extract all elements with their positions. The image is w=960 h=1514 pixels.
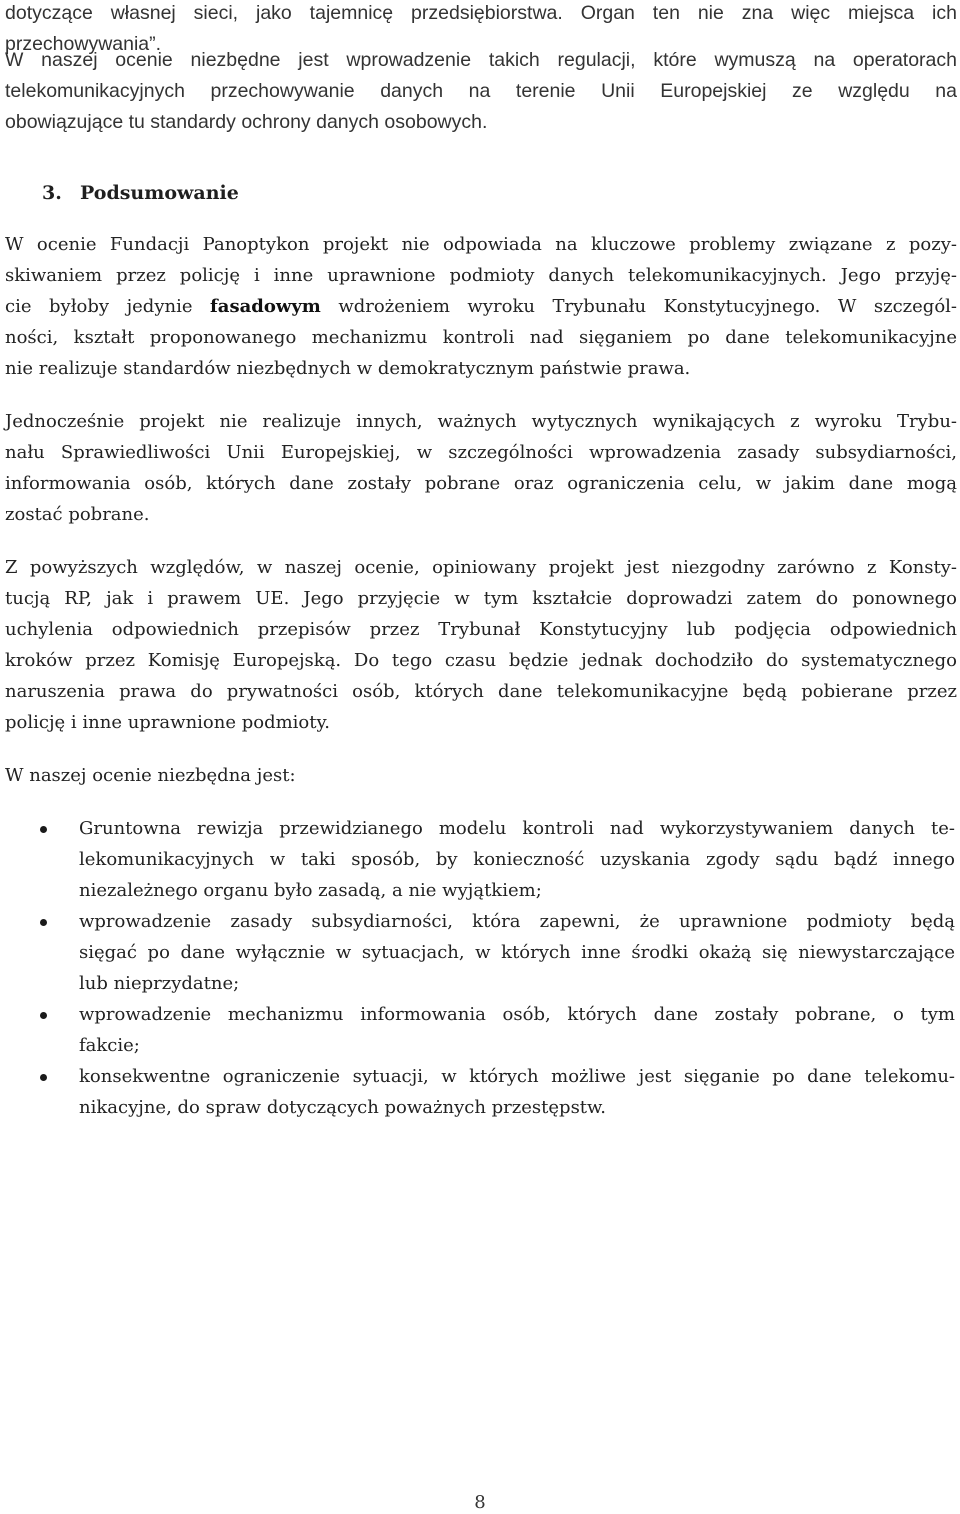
text-line: kroków przez Komisję Europejską. Do tego czasu będzie jednak dochodziło do systematycznego [5,650,957,671]
text-line: konsekwentne ograniczenie sytuacji, w których możliwe jest sięganie po dane telekomu- [79,1066,955,1087]
text-line: fakcie; [79,1035,140,1056]
text-line: informowania osób, których dane zostały pobrane oraz ograniczenia celu, w jakim dane mogą [5,473,957,494]
text-line: niezależnego organu było zasadą, a nie wyjątkiem; [79,880,542,901]
text-line: Gruntowna rewizja przewidzianego modelu kontroli nad wykorzystywaniem danych te- [79,818,955,839]
section-heading [42,178,239,208]
list-item [0,813,955,906]
text-line: W ocenie Fundacji Panoptykon projekt nie odpowiada na kluczowe problemy związane z pozy- [5,234,957,255]
text-line: telekomunikacyjnych przechowywanie danych na terenie Unii Europejskiej ze względu na [5,80,957,102]
text-line: W naszej ocenie niezbędna jest: [5,765,296,786]
recommendations-list [0,813,960,1123]
bullet-icon [40,826,47,833]
text-line: wprowadzenie mechanizmu informowania osób, których dane zostały pobrane, o tym [79,1004,955,1025]
section-number: 3. [42,182,62,204]
bullet-icon [40,919,47,926]
bullet-icon [40,1012,47,1019]
text-line: nikacyjne, do spraw dotyczących poważnych przestępstw. [79,1097,607,1118]
text-line: ności, kształt proponowanego mechanizmu kontroli nad sięganiem po dane telekomunikacyjne [5,327,957,348]
emphasis-word: fasadowym [210,296,321,317]
text-line: tucją RP, jak i prawem UE. Jego przyjęcie w tym kształcie doprowadzi zatem do ponownego [5,588,957,609]
list-item [0,1061,955,1123]
text-line: nału Sprawiedliwości Unii Europejskiej, w szczególności wprowadzenia zasady subsydiarności, [5,442,957,463]
text-line: obowiązujące tu standardy ochrony danych osobowych. [5,111,488,133]
text-line: lekomunikacyjnych w taki sposób, by konieczność uzyskania zgody sądu bądź innego [79,849,955,870]
text-line: W naszej ocenie niezbędne jest wprowadzenie takich regulacji, które wymuszą na operatorach [5,49,957,71]
text-line: sięgać po dane wyłącznie w sytuacjach, w których inne środki okażą się niewystarczające [79,942,955,963]
page-number: 8 [474,1492,486,1513]
text-line: przechowywania”. [5,33,162,55]
summary-paragraph-3 [5,552,957,738]
text-segment: cie byłoby jedynie [5,296,211,317]
list-item [0,999,955,1061]
list-item [0,906,955,999]
text-line: skiwaniem przez policję i inne uprawnione podmioty danych telekomunikacyjnych. Jego przyję- [5,265,957,286]
text-segment: wdrożeniem wyroku Trybunału Konstytucyjnego. W szczegól- [320,296,957,317]
text-line: lub nieprzydatne; [79,973,240,994]
bullet-icon [40,1074,47,1081]
summary-paragraph-2 [5,406,957,530]
text-line: uchylenia odpowiednich przepisów przez Trybunał Konstytucyjny lub podjęcia odpowiednich [5,619,957,640]
regulation-paragraph [5,45,957,138]
summary-paragraph-1 [5,229,957,384]
text-line: naruszenia prawa do prywatności osób, których dane telekomunikacyjne będą pobierane przez [5,681,957,702]
needs-intro [5,760,957,791]
section-title: Podsumowanie [80,182,239,204]
text-line: wprowadzenie zasady subsydiarności, która zapewni, że uprawnione podmioty będą [79,911,955,932]
text-line [5,291,957,322]
text-line: policję i inne uprawnione podmioty. [5,712,330,733]
text-line: Jednocześnie projekt nie realizuje innych, ważnych wytycznych wynikających z wyroku Trybu- [5,411,957,432]
text-line: dotyczące własnej sieci, jako tajemnicę przedsiębiorstwa. Organ ten nie zna więc miejsca ich [5,2,957,24]
text-line: Z powyższych względów, w naszej ocenie, opiniowany projekt jest niezgodny zarówno z Konsty- [5,557,957,578]
text-line: zostać pobrane. [5,504,150,525]
text-line: nie realizuje standardów niezbędnych w demokratycznym państwie prawa. [5,358,691,379]
